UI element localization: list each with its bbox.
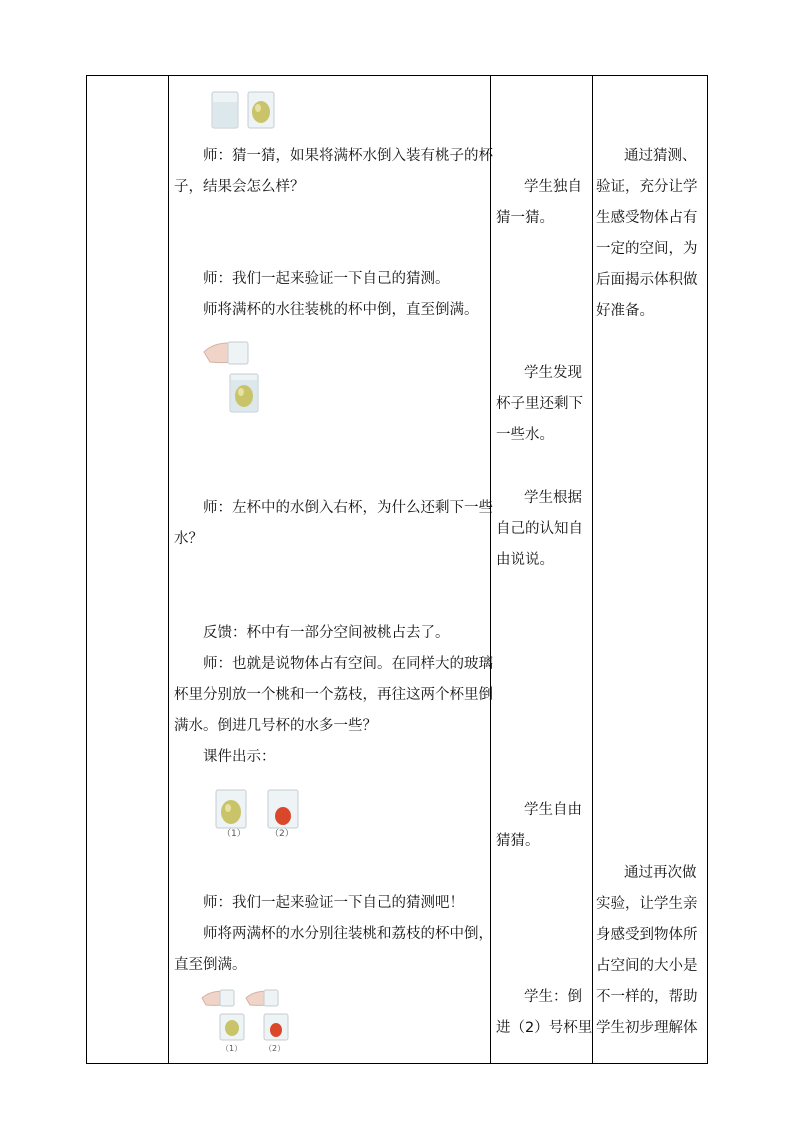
student-free-guess-line-2: 猜猜。 (496, 833, 540, 849)
cup-label-1: （1） (222, 829, 246, 839)
pour-two-cups-illustration (200, 988, 300, 1046)
intent-b-line-2: 实验，让学生亲 (596, 896, 698, 912)
pour-water-illustration (200, 338, 270, 416)
teacher-guess-line-2: 子，结果会怎么样？ (174, 179, 305, 195)
intent-a-line-5: 后面揭示体积做 (596, 272, 698, 288)
intent-b-line-1: 通过再次做 (624, 865, 697, 881)
teacher-question-line-2: 水？ (174, 531, 203, 547)
student-guess-line-1: 学生独自 (524, 179, 582, 195)
intent-b-line-3: 身感受到物体所 (596, 927, 698, 943)
teacher-pour-two-line-2: 直至倒满。 (174, 957, 247, 973)
teacher-verify-again-line: 师：我们一起来验证一下自己的猜测吧！ (203, 895, 464, 911)
cup-label-2: （2） (270, 829, 294, 839)
teacher-verify-line: 师：我们一起来验证一下自己的猜测。 (203, 271, 450, 287)
intent-a-line-6: 好准备。 (596, 303, 654, 319)
two-cups-illustration (210, 88, 280, 134)
column-divider-2 (490, 76, 491, 1063)
student-say-line-1: 学生根据 (524, 490, 582, 506)
courseware-line: 课件出示： (203, 749, 276, 765)
intent-b-line-6: 学生初步理解体 (596, 1020, 698, 1036)
student-say-line-2: 自己的认知自 (496, 521, 583, 537)
intent-a-line-2: 验证，充分让学 (596, 179, 698, 195)
teacher-question-line-1: 师：左杯中的水倒入右杯，为什么还剩下一些 (203, 500, 493, 516)
column-divider-3 (592, 76, 593, 1063)
intent-a-line-3: 生感受物体占有 (596, 210, 698, 226)
pour-label-2: （2） (264, 1044, 286, 1053)
pour-label-1: （1） (221, 1044, 243, 1053)
student-answer-line-2: 进（2）号杯里 (496, 1020, 593, 1036)
intent-a-line-1: 通过猜测、 (624, 148, 697, 164)
student-find-line-3: 一些水。 (496, 427, 554, 443)
student-find-line-1: 学生发现 (524, 365, 582, 381)
student-answer-line-1: 学生：倒 (524, 989, 582, 1005)
teacher-space-line-3: 满水。倒进几号杯的水多一些？ (174, 718, 377, 734)
intent-a-line-4: 一定的空间，为 (596, 241, 698, 257)
teacher-pour-line: 师将满杯的水往装桃的杯中倒，直至倒满。 (203, 302, 479, 318)
teacher-guess-line-1: 师：猜一猜，如果将满杯水倒入装有桃子的杯 (203, 148, 493, 164)
feedback-line: 反馈：杯中有一部分空间被桃占去了。 (203, 625, 450, 641)
intent-b-line-4: 占空间的大小是 (596, 958, 698, 974)
intent-b-line-5: 不一样的，帮助 (596, 989, 698, 1005)
student-find-line-2: 杯子里还剩下 (496, 396, 583, 412)
teacher-space-line-2: 杯里分别放一个桃和一个荔枝，再往这两个杯里倒 (174, 687, 493, 703)
teacher-pour-two-line-1: 师将两满杯的水分别往装桃和荔枝的杯中倒， (203, 926, 493, 942)
teacher-space-line-1: 师：也就是说物体占有空间。在同样大的玻璃 (203, 656, 493, 672)
student-free-guess-line-1: 学生自由 (524, 802, 582, 818)
student-say-line-3: 由说说。 (496, 552, 554, 568)
column-divider-1 (168, 76, 169, 1063)
student-guess-line-2: 猜一猜。 (496, 210, 554, 226)
